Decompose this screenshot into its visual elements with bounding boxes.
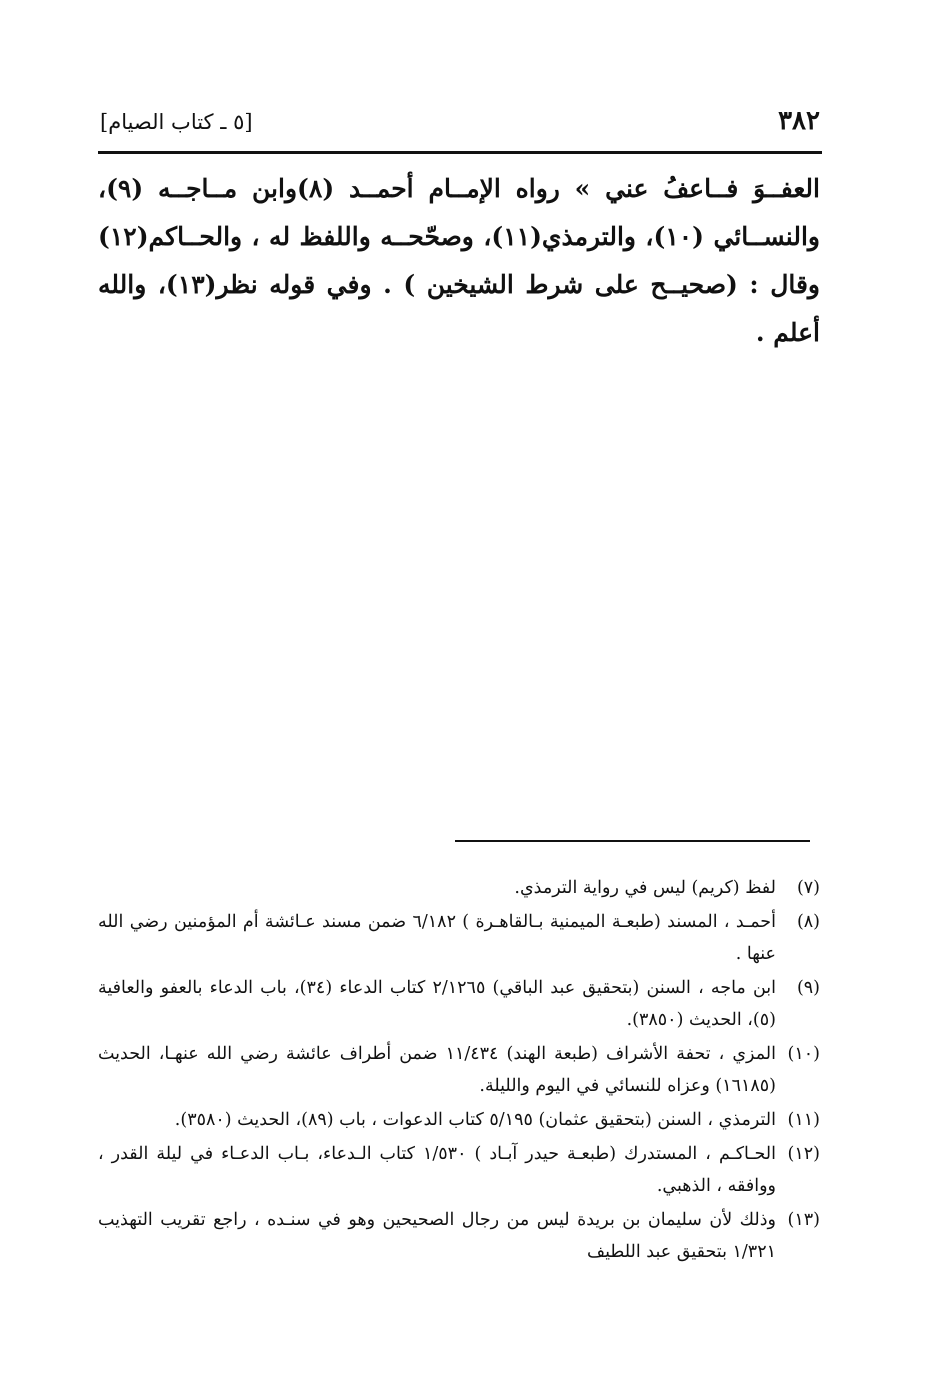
footnote-12 (98, 1138, 820, 1202)
page-header (100, 106, 820, 150)
footnote-text: الحـاكـم ، المستدرك (طبعـة حيدر آبـاد ) ١/٥٣٠ كتاب الـدعاء، بـاب الدعـاء في ليلة القدر ، ووافقه ، الذهبي. (98, 1144, 776, 1196)
footnotes (98, 872, 820, 1270)
footnote-13 (98, 1204, 820, 1268)
footnote-text: المزي ، تحفة الأشراف (طبعة الهند) ١١/٤٣٤ ضمن أطراف عائشة رضي الله عنهـا، الحديث (١٦١٨٥) وعزاه للنسائي في اليوم والليلة. (98, 1044, 777, 1096)
header-rule (98, 151, 822, 154)
footnote-text: لفظ (كريم) ليس في رواية الترمذي. (514, 878, 776, 898)
footnote-number: (٩) (796, 978, 820, 998)
footnote-text: وذلك لأن سليمان بن بريدة ليس من رجال الصحيحين وهو في سنـده ، راجع تقريب التهذيب ١/٣٢١ بتحقيق عبد اللطيف (98, 1210, 776, 1262)
footnote-text: أحمـد ، المسند (طبعـة الميمنية بـالقاهـرة ) ٦/١٨٢ ضمن مسند عـائشة أم المؤمنين رضي الله عنها . (98, 912, 776, 964)
footnote-text: الترمذي ، السنن (بتحقيق عثمان) ٥/١٩٥ كتاب الدعوات ، باب (٨٩)، الحديث (٣٥٨٠). (174, 1110, 776, 1130)
footnote-10 (98, 1038, 820, 1102)
footnote-7 (98, 872, 820, 904)
footnote-number: (١٣) (787, 1210, 820, 1230)
main-text (98, 165, 820, 357)
footnote-8 (98, 906, 820, 970)
footnote-number: (١١) (787, 1110, 820, 1130)
main-paragraph: العفــوَ فــاعفُ عني » رواه الإمــام أحمــد (٨)وابن مــاجــه (٩)، والنســائي (١٠)، والترمذي(١١)، وصحّحــه واللفظ له ، والحــاكم(١٢) وقال : (صحيــح على شرط الشيخين ) . وفي قوله نظر(١٣)، والله أعلم . (98, 174, 820, 347)
footnote-number: (١٠) (787, 1044, 820, 1064)
footnote-separator (455, 840, 810, 842)
footnote-11 (98, 1104, 820, 1136)
footnote-9 (98, 972, 820, 1036)
running-title: [٥ ـ كتاب الصيام] (100, 110, 253, 134)
page-number: ٣٨٢ (778, 106, 820, 136)
footnote-number: (٧) (796, 878, 820, 898)
footnote-number: (١٢) (787, 1144, 820, 1164)
footnote-text: ابن ماجه ، السنن (بتحقيق عبد الباقي) ٢/١٢٦٥ كتاب الدعاء (٣٤)، باب الدعاء بالعفو والعافية (٥)، الحديث (٣٨٥٠). (98, 978, 777, 1030)
footnote-number: (٨) (796, 912, 820, 932)
